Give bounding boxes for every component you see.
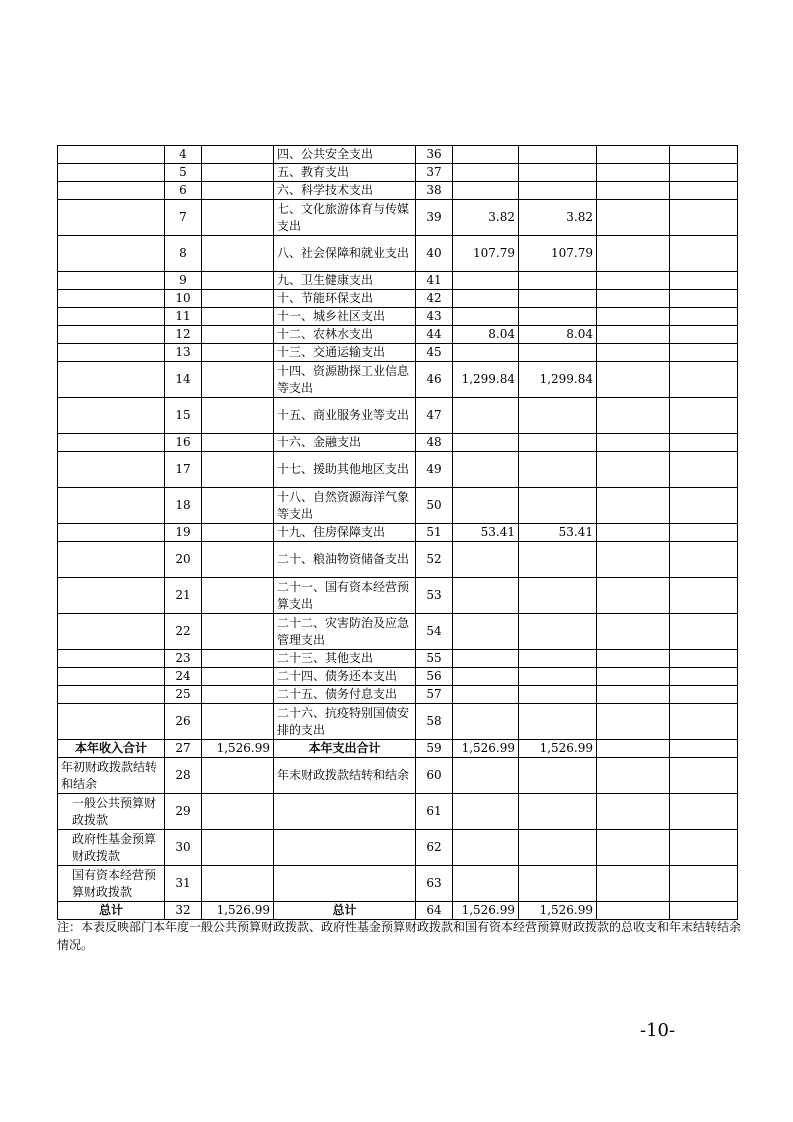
income-item-cell — [58, 344, 165, 362]
fund-budget-cell — [597, 326, 670, 344]
state-capital-cell — [670, 308, 738, 326]
income-item-cell — [58, 308, 165, 326]
income-line-no: 9 — [165, 272, 202, 290]
table-row — [58, 290, 738, 308]
carryover-row — [58, 794, 738, 830]
expense-line-no: 51 — [416, 524, 453, 542]
carryover-expense-line-no: 63 — [416, 866, 453, 902]
state-capital-cell — [670, 164, 738, 182]
expense-item-label: 十九、住房保障支出 — [274, 524, 416, 542]
expense-total-value — [453, 614, 519, 650]
general-budget-value — [519, 290, 597, 308]
fund-budget-cell — [597, 290, 670, 308]
fund-budget-cell — [597, 488, 670, 524]
empty-cell — [597, 830, 670, 866]
grand-total-label: 总计 — [58, 902, 165, 920]
carryover-expense-label — [274, 866, 416, 902]
state-capital-cell — [670, 344, 738, 362]
expense-total-general-budget: 1,526.99 — [519, 740, 597, 758]
table-row — [58, 704, 738, 740]
expense-total-value — [453, 650, 519, 668]
fund-budget-cell — [597, 362, 670, 398]
carryover-expense-value — [453, 830, 519, 866]
empty-cell — [597, 740, 670, 758]
income-line-no: 12 — [165, 326, 202, 344]
income-value-cell — [202, 146, 274, 164]
table-row — [58, 164, 738, 182]
general-budget-value: 1,299.84 — [519, 362, 597, 398]
page-number: -10- — [640, 1020, 676, 1041]
expense-line-no: 48 — [416, 434, 453, 452]
table-row — [58, 236, 738, 272]
income-item-cell — [58, 398, 165, 434]
expense-line-no: 57 — [416, 686, 453, 704]
expense-item-label: 二十五、债务付息支出 — [274, 686, 416, 704]
income-value-cell — [202, 326, 274, 344]
fund-budget-cell — [597, 272, 670, 290]
table-row — [58, 182, 738, 200]
income-value-cell — [202, 362, 274, 398]
carryover-expense-value — [453, 794, 519, 830]
expense-item-label: 二十六、抗疫特别国债安排的支出 — [274, 704, 416, 740]
grand-total-line-no: 32 — [165, 902, 202, 920]
carryover-income-line-no: 28 — [165, 758, 202, 794]
table-row — [58, 398, 738, 434]
expense-total-value: 107.79 — [453, 236, 519, 272]
expense-total-value — [453, 308, 519, 326]
income-total-line-no: 27 — [165, 740, 202, 758]
expense-total-value — [453, 164, 519, 182]
expense-total-value — [453, 398, 519, 434]
income-item-cell — [58, 146, 165, 164]
state-capital-cell — [670, 686, 738, 704]
income-line-no: 17 — [165, 452, 202, 488]
general-budget-value — [519, 344, 597, 362]
income-value-cell — [202, 686, 274, 704]
income-item-cell — [58, 668, 165, 686]
income-value-cell — [202, 434, 274, 452]
income-item-cell — [58, 272, 165, 290]
income-line-no: 15 — [165, 398, 202, 434]
income-total-row — [58, 740, 738, 758]
income-line-no: 26 — [165, 704, 202, 740]
expense-total-value — [453, 686, 519, 704]
empty-cell — [597, 866, 670, 902]
fund-budget-cell — [597, 452, 670, 488]
expense-total-value: 53.41 — [453, 524, 519, 542]
income-value-cell — [202, 308, 274, 326]
income-item-cell — [58, 578, 165, 614]
general-budget-value — [519, 650, 597, 668]
expense-line-no: 37 — [416, 164, 453, 182]
income-value-cell — [202, 650, 274, 668]
general-budget-value — [519, 578, 597, 614]
table-row — [58, 650, 738, 668]
fund-budget-cell — [597, 200, 670, 236]
income-value-cell — [202, 182, 274, 200]
expense-line-no: 53 — [416, 578, 453, 614]
carryover-income-value — [202, 866, 274, 902]
expense-item-label: 十一、城乡社区支出 — [274, 308, 416, 326]
grand-total-value: 1,526.99 — [202, 902, 274, 920]
income-line-no: 6 — [165, 182, 202, 200]
income-item-cell — [58, 362, 165, 398]
income-line-no: 20 — [165, 542, 202, 578]
expense-line-no: 40 — [416, 236, 453, 272]
carryover-row — [58, 866, 738, 902]
expense-total-value — [453, 488, 519, 524]
income-item-cell — [58, 200, 165, 236]
table-row — [58, 578, 738, 614]
fund-budget-cell — [597, 182, 670, 200]
carryover-income-value — [202, 794, 274, 830]
income-item-cell — [58, 452, 165, 488]
income-value-cell — [202, 272, 274, 290]
carryover-expense-line-no: 61 — [416, 794, 453, 830]
general-budget-value — [519, 182, 597, 200]
fund-budget-cell — [597, 146, 670, 164]
empty-cell — [519, 758, 597, 794]
income-line-no: 5 — [165, 164, 202, 182]
expense-total-value — [453, 146, 519, 164]
table-footnote: 注：本表反映部门本年度一般公共预算财政拨款、政府性基金预算财政拨款和国有资本经营预算财政拨款的总收支和年末结转结余情况。 — [57, 920, 742, 952]
expense-item-label: 二十二、灾害防治及应急管理支出 — [274, 614, 416, 650]
table-body — [58, 146, 738, 920]
income-item-cell — [58, 434, 165, 452]
income-item-cell — [58, 704, 165, 740]
carryover-income-line-no: 29 — [165, 794, 202, 830]
general-budget-value — [519, 146, 597, 164]
income-total-label: 本年收入合计 — [58, 740, 165, 758]
carryover-expense-label: 年末财政拨款结转和结余 — [274, 758, 416, 794]
income-value-cell — [202, 614, 274, 650]
grand-total-exp-value: 1,526.99 — [453, 902, 519, 920]
expense-total-value — [453, 668, 519, 686]
state-capital-cell — [670, 362, 738, 398]
income-value-cell — [202, 578, 274, 614]
expense-line-no: 55 — [416, 650, 453, 668]
table-row — [58, 344, 738, 362]
income-value-cell — [202, 290, 274, 308]
state-capital-cell — [670, 398, 738, 434]
expense-line-no: 58 — [416, 704, 453, 740]
state-capital-cell — [670, 326, 738, 344]
empty-cell — [519, 830, 597, 866]
fund-budget-cell — [597, 434, 670, 452]
carryover-income-value — [202, 758, 274, 794]
empty-cell — [597, 902, 670, 920]
income-total-value: 1,526.99 — [202, 740, 274, 758]
state-capital-cell — [670, 236, 738, 272]
state-capital-cell — [670, 524, 738, 542]
expense-line-no: 50 — [416, 488, 453, 524]
table-row — [58, 686, 738, 704]
income-value-cell — [202, 668, 274, 686]
income-item-cell — [58, 164, 165, 182]
expense-total-value — [453, 452, 519, 488]
income-value-cell — [202, 344, 274, 362]
expense-total-value — [453, 344, 519, 362]
carryover-expense-label — [274, 830, 416, 866]
state-capital-cell — [670, 272, 738, 290]
table-row — [58, 614, 738, 650]
income-item-cell — [58, 686, 165, 704]
table-row — [58, 668, 738, 686]
expense-line-no: 39 — [416, 200, 453, 236]
income-item-cell — [58, 236, 165, 272]
expense-total-value — [453, 272, 519, 290]
empty-cell — [519, 866, 597, 902]
income-value-cell — [202, 398, 274, 434]
income-item-cell — [58, 524, 165, 542]
income-line-no: 18 — [165, 488, 202, 524]
carryover-income-label: 国有资本经营预算财政拨款 — [58, 866, 165, 902]
income-value-cell — [202, 200, 274, 236]
expense-item-label: 八、社会保障和就业支出 — [274, 236, 416, 272]
table-row — [58, 308, 738, 326]
fund-budget-cell — [597, 614, 670, 650]
table-row — [58, 200, 738, 236]
state-capital-cell — [670, 434, 738, 452]
empty-cell — [670, 902, 738, 920]
general-budget-value — [519, 614, 597, 650]
table-row — [58, 542, 738, 578]
expense-item-label: 五、教育支出 — [274, 164, 416, 182]
expense-item-label: 二十四、债务还本支出 — [274, 668, 416, 686]
income-line-no: 8 — [165, 236, 202, 272]
expense-item-label: 四、公共安全支出 — [274, 146, 416, 164]
table-row — [58, 452, 738, 488]
income-value-cell — [202, 164, 274, 182]
expense-total-value — [453, 578, 519, 614]
carryover-income-line-no: 30 — [165, 830, 202, 866]
expense-total-value — [453, 290, 519, 308]
empty-cell — [670, 758, 738, 794]
income-line-no: 16 — [165, 434, 202, 452]
expense-item-label: 十四、资源勘探工业信息等支出 — [274, 362, 416, 398]
expense-total-value — [453, 182, 519, 200]
income-line-no: 23 — [165, 650, 202, 668]
expense-item-label: 十八、自然资源海洋气象等支出 — [274, 488, 416, 524]
expense-line-no: 42 — [416, 290, 453, 308]
fund-budget-cell — [597, 398, 670, 434]
empty-cell — [670, 740, 738, 758]
expense-line-no: 54 — [416, 614, 453, 650]
income-item-cell — [58, 488, 165, 524]
income-line-no: 19 — [165, 524, 202, 542]
general-budget-value — [519, 488, 597, 524]
grand-total-exp-label: 总计 — [274, 902, 416, 920]
general-budget-value — [519, 704, 597, 740]
carryover-expense-line-no: 60 — [416, 758, 453, 794]
expense-line-no: 49 — [416, 452, 453, 488]
carryover-income-line-no: 31 — [165, 866, 202, 902]
expense-line-no: 46 — [416, 362, 453, 398]
income-value-cell — [202, 236, 274, 272]
expense-item-label: 十三、交通运输支出 — [274, 344, 416, 362]
table-row — [58, 362, 738, 398]
carryover-expense-value — [453, 866, 519, 902]
income-line-no: 10 — [165, 290, 202, 308]
expense-total-value: 3.82 — [453, 200, 519, 236]
expense-item-label: 二十三、其他支出 — [274, 650, 416, 668]
table-row — [58, 326, 738, 344]
grand-total-exp-line-no: 64 — [416, 902, 453, 920]
income-value-cell — [202, 542, 274, 578]
expense-item-label: 二十一、国有资本经营预算支出 — [274, 578, 416, 614]
income-line-no: 13 — [165, 344, 202, 362]
expense-line-no: 56 — [416, 668, 453, 686]
income-line-no: 24 — [165, 668, 202, 686]
carryover-expense-value — [453, 758, 519, 794]
expense-item-label: 二十、粮油物资储备支出 — [274, 542, 416, 578]
income-line-no: 11 — [165, 308, 202, 326]
fund-budget-cell — [597, 524, 670, 542]
expense-total-label: 本年支出合计 — [274, 740, 416, 758]
empty-cell — [597, 758, 670, 794]
expense-line-no: 36 — [416, 146, 453, 164]
general-budget-value: 3.82 — [519, 200, 597, 236]
fund-budget-cell — [597, 668, 670, 686]
carryover-income-label: 政府性基金预算财政拨款 — [58, 830, 165, 866]
state-capital-cell — [670, 650, 738, 668]
fiscal-appropriation-table — [57, 145, 738, 920]
expense-line-no: 43 — [416, 308, 453, 326]
state-capital-cell — [670, 290, 738, 308]
income-item-cell — [58, 326, 165, 344]
expense-line-no: 52 — [416, 542, 453, 578]
expense-line-no: 38 — [416, 182, 453, 200]
expense-item-label: 十、节能环保支出 — [274, 290, 416, 308]
income-value-cell — [202, 524, 274, 542]
general-budget-value: 107.79 — [519, 236, 597, 272]
carryover-row — [58, 830, 738, 866]
income-item-cell — [58, 614, 165, 650]
income-line-no: 7 — [165, 200, 202, 236]
expense-total-value — [453, 704, 519, 740]
expense-item-label: 十七、援助其他地区支出 — [274, 452, 416, 488]
general-budget-value — [519, 542, 597, 578]
fund-budget-cell — [597, 236, 670, 272]
fund-budget-cell — [597, 164, 670, 182]
income-value-cell — [202, 488, 274, 524]
table-row — [58, 434, 738, 452]
general-budget-value — [519, 452, 597, 488]
state-capital-cell — [670, 182, 738, 200]
fund-budget-cell — [597, 542, 670, 578]
income-item-cell — [58, 542, 165, 578]
general-budget-value: 8.04 — [519, 326, 597, 344]
expense-line-no: 44 — [416, 326, 453, 344]
state-capital-cell — [670, 578, 738, 614]
carryover-expense-label — [274, 794, 416, 830]
state-capital-cell — [670, 488, 738, 524]
expense-line-no: 41 — [416, 272, 453, 290]
carryover-income-label: 年初财政拨款结转和结余 — [58, 758, 165, 794]
general-budget-value — [519, 398, 597, 434]
expense-line-no: 45 — [416, 344, 453, 362]
grand-total-exp-general-budget: 1,526.99 — [519, 902, 597, 920]
expense-total-value: 1,526.99 — [453, 740, 519, 758]
income-item-cell — [58, 650, 165, 668]
income-line-no: 4 — [165, 146, 202, 164]
state-capital-cell — [670, 452, 738, 488]
table-row — [58, 146, 738, 164]
state-capital-cell — [670, 200, 738, 236]
fund-budget-cell — [597, 650, 670, 668]
expense-total-value: 1,299.84 — [453, 362, 519, 398]
carryover-income-label: 一般公共预算财政拨款 — [58, 794, 165, 830]
state-capital-cell — [670, 704, 738, 740]
carryover-expense-line-no: 62 — [416, 830, 453, 866]
empty-cell — [597, 794, 670, 830]
empty-cell — [519, 794, 597, 830]
empty-cell — [670, 794, 738, 830]
income-value-cell — [202, 704, 274, 740]
expense-item-label: 十二、农林水支出 — [274, 326, 416, 344]
carryover-income-value — [202, 830, 274, 866]
fund-budget-cell — [597, 704, 670, 740]
general-budget-value — [519, 434, 597, 452]
state-capital-cell — [670, 146, 738, 164]
grand-total-row — [58, 902, 738, 920]
expense-item-label: 十六、金融支出 — [274, 434, 416, 452]
table-row — [58, 488, 738, 524]
carryover-row — [58, 758, 738, 794]
state-capital-cell — [670, 542, 738, 578]
general-budget-value — [519, 668, 597, 686]
expense-total-value — [453, 434, 519, 452]
expense-total-value: 8.04 — [453, 326, 519, 344]
expense-item-label: 七、文化旅游体育与传媒支出 — [274, 200, 416, 236]
income-line-no: 21 — [165, 578, 202, 614]
empty-cell — [670, 830, 738, 866]
fund-budget-cell — [597, 686, 670, 704]
general-budget-value — [519, 686, 597, 704]
expense-total-line-no: 59 — [416, 740, 453, 758]
fund-budget-cell — [597, 344, 670, 362]
income-item-cell — [58, 182, 165, 200]
table-row — [58, 524, 738, 542]
expense-total-value — [453, 542, 519, 578]
general-budget-value — [519, 272, 597, 290]
expense-line-no: 47 — [416, 398, 453, 434]
income-line-no: 14 — [165, 362, 202, 398]
income-line-no: 25 — [165, 686, 202, 704]
income-line-no: 22 — [165, 614, 202, 650]
general-budget-value — [519, 308, 597, 326]
general-budget-value — [519, 164, 597, 182]
fund-budget-cell — [597, 308, 670, 326]
income-item-cell — [58, 290, 165, 308]
empty-cell — [670, 866, 738, 902]
state-capital-cell — [670, 668, 738, 686]
expense-item-label: 十五、商业服务业等支出 — [274, 398, 416, 434]
state-capital-cell — [670, 614, 738, 650]
table-row — [58, 272, 738, 290]
general-budget-value: 53.41 — [519, 524, 597, 542]
fund-budget-cell — [597, 578, 670, 614]
income-value-cell — [202, 452, 274, 488]
expense-item-label: 六、科学技术支出 — [274, 182, 416, 200]
expense-item-label: 九、卫生健康支出 — [274, 272, 416, 290]
